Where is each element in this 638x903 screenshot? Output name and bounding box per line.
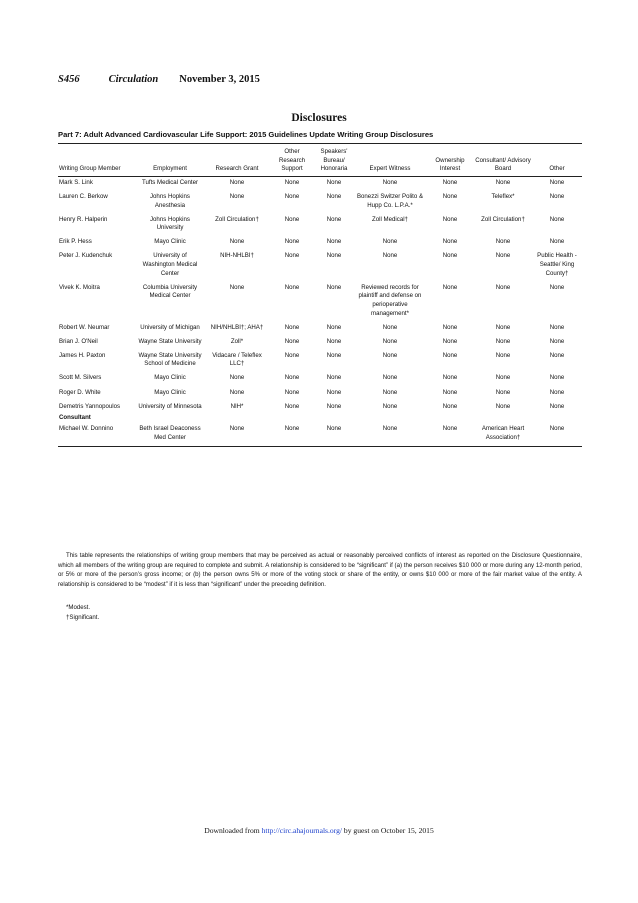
table-cell: None: [495, 323, 511, 331]
table-cell: James H. Paxton: [59, 351, 106, 359]
download-suffix: by guest on October 15, 2015: [343, 826, 434, 835]
table-cell: Tufts Medical Center: [142, 178, 198, 186]
table-row: [58, 282, 582, 322]
table-cell: None: [495, 283, 511, 291]
table-cell: Johns Hopkins University: [150, 215, 190, 232]
table-cell: None: [442, 238, 458, 246]
table-cell: None: [229, 238, 245, 246]
table-cell: None: [382, 388, 398, 396]
table-cell: Peter J. Kudenchuk: [59, 252, 113, 260]
table-row: [58, 386, 582, 400]
table-cell: None: [229, 193, 245, 201]
table-cell: None: [442, 351, 458, 359]
table-row: [58, 372, 582, 386]
column-header: Speakers' Bureau/ Honoraria: [314, 144, 354, 177]
table-cell: None: [229, 283, 245, 291]
table-cell: Beth Israel Deaconess Med Center: [136, 423, 204, 446]
table-row: [58, 423, 582, 446]
table-cell: None: [495, 337, 511, 345]
issue-date: November 3, 2015: [179, 74, 260, 85]
disclosures-table: [58, 143, 582, 447]
table-cell: None: [549, 323, 565, 331]
table-cell: None: [549, 337, 565, 345]
table-row: [58, 250, 582, 281]
section-label: Consultant: [59, 414, 91, 422]
table-cell: None: [442, 388, 458, 396]
table-cell: Wayne State University: [138, 337, 202, 345]
table-cell: None: [326, 252, 342, 260]
table-cell: None: [549, 283, 565, 291]
table-cell: None: [284, 215, 300, 223]
table-row: [58, 335, 582, 349]
table-cell: None: [354, 423, 426, 446]
table-row: [58, 350, 582, 373]
table-row: [58, 321, 582, 335]
table-cell: None: [549, 215, 565, 223]
table-cell: None: [382, 351, 398, 359]
table-cell: American Heart Association†: [474, 423, 532, 446]
table-cell: None: [284, 178, 300, 186]
table-cell: None: [284, 388, 300, 396]
table-cell: None: [382, 252, 398, 260]
table-cell: None: [326, 193, 342, 201]
section-title: Disclosures: [291, 112, 347, 124]
table-cell: None: [549, 402, 565, 410]
table-cell: None: [442, 193, 458, 201]
table-cell: Johns Hopkins Anesthesia: [150, 193, 190, 209]
table-cell: None: [442, 337, 458, 345]
table-cell: None: [382, 402, 398, 410]
column-header: Other Research Support: [270, 144, 314, 177]
table-cell: None: [549, 351, 565, 359]
table-header-row: [58, 144, 582, 177]
table-cell: None: [326, 388, 342, 396]
journal-name: Circulation: [108, 74, 159, 85]
table-cell: None: [326, 323, 342, 331]
table-cell: None: [204, 423, 270, 446]
table-cell: Vidacare / Teleflex LLC†: [212, 351, 262, 368]
table-cell: Vivek K. Moitra: [59, 283, 100, 291]
table-row: [58, 236, 582, 250]
table-cell: Henry R. Halperin: [59, 215, 108, 223]
table-cell: Lauren C. Berkow: [59, 193, 108, 201]
table-cell: Michael W. Donnino: [58, 423, 136, 446]
footnote-modest: *Modest.: [66, 604, 91, 611]
table-cell: None: [495, 178, 511, 186]
table-cell: None: [495, 402, 511, 410]
table-cell: University of Minnesota: [138, 402, 202, 410]
column-header: Ownership Interest: [426, 144, 474, 177]
table-cell: Zoll Circulation†: [215, 215, 259, 223]
running-header: [58, 74, 260, 85]
table-cell: None: [382, 323, 398, 331]
table-cell: None: [426, 423, 474, 446]
table-cell: Demetris Yannopoulos: [59, 402, 121, 410]
table-cell: Mayo Clinic: [154, 238, 186, 246]
table-row: [58, 400, 582, 414]
column-header: Employment: [136, 144, 204, 177]
table-cell: None: [326, 351, 342, 359]
table-row: [58, 214, 582, 237]
table-cell: Brian J. O'Neil: [59, 337, 98, 345]
table-cell: None: [442, 374, 458, 382]
table-cell: Mark S. Link: [59, 178, 93, 186]
table-cell: None: [382, 374, 398, 382]
table-cell: None: [284, 351, 300, 359]
table-cell: Zoll*: [230, 337, 244, 345]
table-row: [58, 176, 582, 191]
table-cell: None: [549, 193, 565, 201]
table-cell: None: [495, 374, 511, 382]
page-number: S456: [58, 74, 80, 85]
table-body: [58, 176, 582, 446]
download-prefix: Downloaded from: [204, 826, 260, 835]
table-cell: None: [326, 238, 342, 246]
table-cell: None: [382, 238, 398, 246]
download-link[interactable]: http://circ.ahajournals.org/: [261, 826, 343, 835]
table-cell: None: [495, 388, 511, 396]
table-cell: None: [284, 238, 300, 246]
table-cell: None: [284, 337, 300, 345]
table-cell: Columbia University Medical Center: [142, 283, 198, 300]
table-cell: NIH/NHLBI†; AHA†: [210, 323, 264, 331]
table-cell: None: [442, 178, 458, 186]
table-cell: Mayo Clinic: [154, 374, 186, 382]
table-cell: None: [442, 402, 458, 410]
table-cell: None: [549, 374, 565, 382]
table-cell: None: [549, 388, 565, 396]
table-cell: Zoll Medical†: [372, 215, 408, 223]
table-cell: None: [442, 323, 458, 331]
table-cell: None: [229, 178, 245, 186]
table-cell: None: [284, 402, 300, 410]
table-cell: None: [549, 238, 565, 246]
table-cell: None: [442, 283, 458, 291]
table-row: [58, 191, 582, 214]
table-cell: None: [495, 351, 511, 359]
footnote-significant: †Significant.: [66, 614, 100, 621]
table-cell: Roger D. White: [59, 388, 101, 396]
table-cell: None: [314, 423, 354, 446]
table-cell: Zoll Circulation†: [481, 215, 525, 223]
table-cell: None: [382, 178, 398, 186]
column-header: Consultant/ Advisory Board: [474, 144, 532, 177]
table-cell: None: [270, 423, 314, 446]
table-footnote: This table represents the relationships of writing group members that may be perceived as actual or reasonably perceived conflicts of interest as reported on the Disclosure Questionnaire, which all members of the writing group are required to complete and submit. A relationship is considered to be “significant” if (a) the person receives $10 000 or more during any 12-month period, or 5% or more of the person’s gross income; or (b) the person owns 5% or more of the voting stock or share of the entity, or owns $10 000 or more of the fair market value of the entity. A relationship is considered to be “modest” if it is less than “significant” under the preceding definition.: [58, 552, 582, 588]
disclosures-table-container: [58, 143, 582, 447]
column-header: Other: [532, 144, 582, 177]
table-cell: None: [326, 283, 342, 291]
table-cell: None: [284, 252, 300, 260]
table-cell: None: [229, 374, 245, 382]
table-cell: None: [326, 374, 342, 382]
section-row: [58, 414, 582, 423]
table-cell: None: [326, 337, 342, 345]
table-cell: University of Michigan: [140, 323, 200, 331]
table-cell: Public Health - Seattle/ King County†: [537, 252, 577, 277]
table-cell: None: [326, 178, 342, 186]
table-title: Part 7: Adult Advanced Cardiovascular Life Support: 2015 Guidelines Update Writing Group Disclosures: [58, 130, 434, 139]
table-cell: None: [326, 215, 342, 223]
table-cell: Erik P. Hess: [59, 238, 92, 246]
table-cell: NIH-NHLBI†: [220, 252, 254, 260]
table-cell: None: [532, 423, 582, 446]
table-cell: NIH*: [230, 402, 244, 410]
table-cell: None: [495, 238, 511, 246]
table-cell: None: [442, 252, 458, 260]
column-header: Writing Group Member: [58, 144, 136, 177]
table-cell: None: [284, 323, 300, 331]
table-cell: Bonezzi Switzer Polito & Hupp Co. L.P.A.*: [356, 193, 424, 209]
table-cell: None: [495, 252, 511, 260]
table-cell: None: [326, 402, 342, 410]
table-cell: None: [284, 283, 300, 291]
table-cell: University of Washington Medical Center: [142, 252, 198, 277]
table-cell: None: [284, 193, 300, 201]
table-cell: Robert W. Neumar: [59, 323, 110, 331]
column-header: Expert Witness: [354, 144, 426, 177]
column-header: Research Grant: [204, 144, 270, 177]
download-notice: [0, 826, 638, 835]
table-cell: Reviewed records for plaintiff and defense on perioperative management*: [358, 283, 422, 317]
table-cell: Wayne State University School of Medicine: [138, 351, 202, 368]
table-cell: Teleflex*: [491, 193, 515, 201]
table-cell: Scott M. Silvers: [59, 374, 102, 382]
table-cell: None: [229, 388, 245, 396]
table-cell: Mayo Clinic: [154, 388, 186, 396]
table-cell: None: [284, 374, 300, 382]
table-cell: None: [549, 178, 565, 186]
table-cell: None: [382, 337, 398, 345]
table-cell: None: [442, 215, 458, 223]
